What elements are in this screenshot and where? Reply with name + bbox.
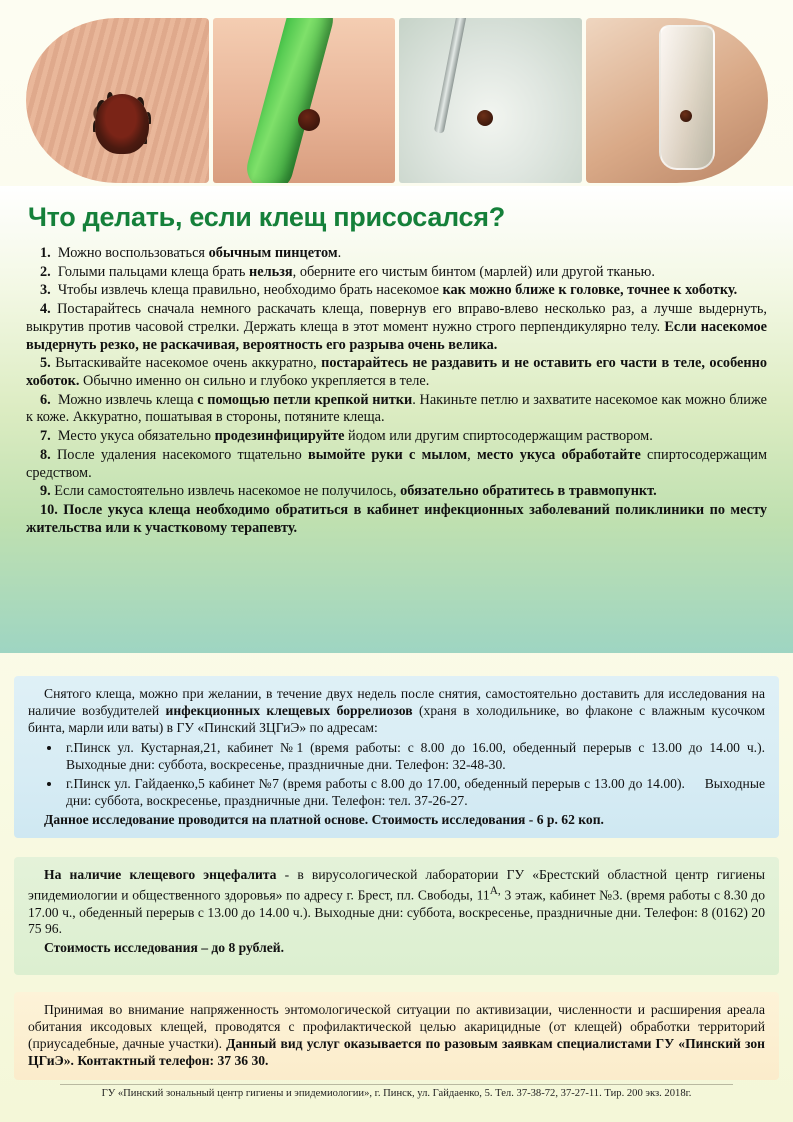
step-item: 6. Можно извлечь клеща с помощью петли крепкой нитки. Накиньте петлю и захватите насекомое как можно ближе к коже. Аккуратно, пошатывая в стороны, потяните клеща. [26,391,767,426]
footer-divider [60,1084,733,1085]
encephalitis-body: На наличие клещевого энцефалита - в вирусологической лаборатории ГУ «Брестский областной центр гигиены эпидемиологии и общественного здоровья» по адресу г. Брест, пл. Свободы, $11^{А,}$ 3 этаж, кабинет №3. (время работы с 8.30 до 17.00 ч., обеденный перерыв с 13.00 до 14.00 ч.). Выходные дни: суббота, воскресенье, праздничные дни. Телефон: 8 (0162) 20 75 96. [28,867,765,937]
step-item: 3. Чтобы извлечь клеща правильно, необходимо брать насекомое как можно ближе к головке, точнее к хоботку. [40,282,738,299]
borreliosis-address-list [28,740,765,810]
page-title: Что делать, если клещ присосался? [28,202,505,232]
footer-text: ГУ «Пинский зональный центр гигиены и эпидемиологии», г. Пинск, ул. Гайдаенко, 5. Тел. 37-38-72, 37-27-11. Тир. 200 экз. 2018г. [101,1088,692,1099]
main-instructions-block [0,186,793,653]
encephalitis-panel [14,857,779,975]
step-item: 9. Если самостоятельно извлечь насекомое не получилось, обязательно обратитесь в травмопункт. [40,483,657,500]
step-item: 7. Место укуса обязательно продезинфицируйте йодом или другим спиртосодержащим раствором. [40,428,653,445]
step-item: 10. После укуса клеща необходимо обратиться в кабинет инфекционных заболеваний поликлиники по месту жительства или к участковому терапевту. [26,502,767,536]
step-item: 1. Можно воспользоваться обычным пинцетом. [40,245,342,261]
tick-on-skin-photo [26,18,209,183]
tweezers-tick-photo [399,18,582,183]
borreliosis-price-note: Данное исследование проводится на платной основе. Стоимость исследования - 6 р. 62 коп. [44,811,604,827]
steps-list [0,235,793,538]
borreliosis-panel [14,676,779,838]
tick-in-vial-photo [586,18,769,183]
borreliosis-intro: Снятого клеща, можно при желании, в течение двух недель после снятия, самостоятельно доставить для исследования на наличие возбудителей инфекционных клещевых боррелиозов (храня в холодильнике, во флаконе с влажным кусочком бинта, марли или ваты) в ГУ «Пинский ЗЦГиЭ» по адресам: [28,686,765,735]
list-item: • г.Пинск ул. Гайдаенко,5 кабинет №7 (время работы с 8.00 до 17.00, обеденный перерыв с 13.00 до 14.00). Выходные дни: суббота, воскресенье, праздничные дни. Телефон: тел. 37-26-27. [62,776,765,810]
acaricide-panel [14,992,779,1080]
photo-strip [26,18,768,183]
tick-remover-tool-photo [213,18,396,183]
acaricide-body: Принимая во внимание напряженность энтомологической ситуации по активизации, численности и расширения ареала обитания иксодовых клещей, проводятся с профилактической целью акарицидные (от клещей) обработки территорий (приусадебные, дачные участки). Данный вид услуг оказывается по разовым заявкам специалистами ГУ «Пинский зон ЦГиЭ». Контактный телефон: 37 36 30. [28,1002,765,1068]
step-item: 5. Вытаскивайте насекомое очень аккуратно, постарайтесь не раздавить и не оставить его части в теле, особенно хоботок. Обычно именно он сильно и глубоко укрепляется в теле. [26,355,768,390]
encephalitis-price: Стоимость исследования – до 8 рублей. [44,940,285,956]
step-item: 8. После удаления насекомого тщательно вымойте руки с мылом, место укуса обработайте спиртосодержащим средством. [26,446,767,481]
step-item: 2. Голыми пальцами клеща брать нельзя, оберните его чистым бинтом (марлей) или другой тканью. [40,263,655,280]
list-item: • г.Пинск ул. Кустарная,21, кабинет №1 (время работы: с 8.00 до 16.00, обеденный перерыв с 13.00 до 14.00 ч.). Выходные дни: суббота, воскресенье, праздничные дни. Телефон: 32-48-30. [62,740,765,774]
step-item: 4. Постарайтесь сначала немного раскачать клеща, повернув его вправо-влево несколько раз, а лучше выдернуть, выкрутив против часовой стрелки. Держать клеща в этот момент нужно строго перпендикулярно телу. Если насекомое выдернуть резко, не раскачивая, вероятность его разрыва очень велика. [26,301,767,353]
